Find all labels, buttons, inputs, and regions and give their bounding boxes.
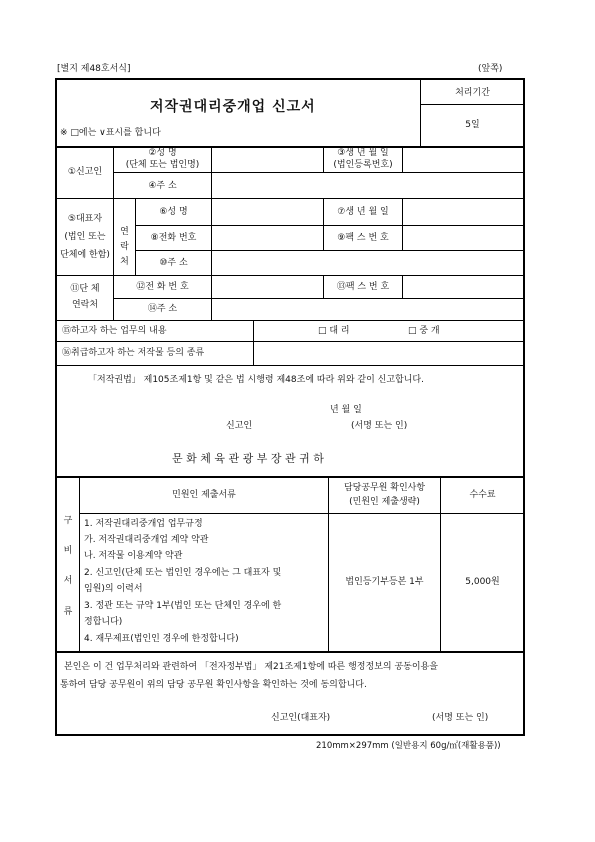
contact-char-2: 락 xyxy=(120,242,129,252)
consent-sign-label: (서명 또는 인) xyxy=(432,713,489,723)
declaration-date: 년 월 일 xyxy=(330,405,362,415)
documents-col3-header: 수수료 xyxy=(469,490,496,500)
consent-line-2: 통하여 담당 공무원이 위의 담당 공무원 확인사항을 확인하는 것에 동의합니다. xyxy=(60,680,367,690)
group-fax-label: ⑬팩 스 번 호 xyxy=(336,282,390,292)
business-label: ⑮하고자 하는 업무의 내용 xyxy=(62,326,167,336)
representative-label-1: ⑤대표자 xyxy=(67,214,103,224)
representative-birth-label: ⑦생 년 월 일 xyxy=(337,207,389,217)
contact-char-3: 처 xyxy=(120,257,129,267)
representative-label-2: (법인 또는 xyxy=(64,232,106,242)
representative-phone-label: ⑧전화 번호 xyxy=(150,233,197,243)
documents-col1-header: 민원인 제출서류 xyxy=(172,490,236,500)
form-number: [별지 제48호서식] xyxy=(57,64,131,74)
document-item-5: 임원)의 이력서 xyxy=(84,584,143,594)
document-item-3: 나. 저작물 이용계약 약관 xyxy=(84,551,183,561)
applicant-birth-label: ③생 년 월 일 xyxy=(337,148,389,158)
applicant-name-label: ②성 명 xyxy=(148,148,177,158)
business-option-brokerage[interactable]: □ 중 개 xyxy=(408,326,440,336)
document-item-7: 정합니다) xyxy=(84,617,123,627)
document-item-8: 4. 재무제표(법인인 경우에 한정합니다) xyxy=(84,634,239,644)
fee-value: 5,000원 xyxy=(465,577,500,587)
document-item-1: 1. 저작권대리중개업 업무규정 xyxy=(84,519,203,529)
applicant-address-label: ④주 소 xyxy=(148,181,177,191)
applicant-birth-sub: (법인등록번호) xyxy=(333,160,393,170)
contact-char-1: 연 xyxy=(120,227,129,237)
representative-name-label: ⑥성 명 xyxy=(159,207,188,217)
applicant-label: ①신고인 xyxy=(67,167,103,177)
documents-col2-header-1: 담당공무원 확인사항 xyxy=(343,483,426,493)
processing-period-value: 5일 xyxy=(465,120,480,130)
document-item-6: 3. 정관 또는 규약 1부(법인 또는 단체인 경우에 한 xyxy=(84,601,282,611)
documents-col2-header-2: (민원인 제출생략) xyxy=(349,497,420,507)
processing-period-label: 처리기간 xyxy=(455,88,490,98)
business-option-agency[interactable]: □ 대 리 xyxy=(318,326,350,336)
page-side: (앞쪽) xyxy=(478,64,503,74)
form-title: 저작권대리중개업 신고서 xyxy=(150,99,316,115)
applicant-name-sub: (단체 또는 법인명) xyxy=(125,160,200,170)
checkbox-note: ※ □에는 ∨표시를 합니다 xyxy=(60,128,161,138)
document-item-2: 가. 저작권대리중개업 계약 약관 xyxy=(84,535,209,545)
documents-side-char-3: 서 xyxy=(63,576,73,586)
representative-address-label: ⑩주 소 xyxy=(159,258,188,268)
group-phone-label: ⑫전 화 번 호 xyxy=(136,282,189,292)
document-item-4: 2. 신고인(단체 또는 법인인 경우에는 그 대표자 및 xyxy=(84,568,282,578)
official-check-item: 법인등기부등본 1부 xyxy=(345,577,424,587)
documents-side-char-4: 류 xyxy=(63,607,73,617)
representative-label-3: 단체에 한함) xyxy=(60,250,110,260)
representative-fax-label: ⑨팩 스 번 호 xyxy=(337,233,389,243)
paper-spec: 210mm×297mm (일반용지 60g/㎡(재활용품)) xyxy=(316,741,501,751)
consent-applicant-label: 신고인(대표자) xyxy=(271,713,331,723)
group-contact-label-2: 연락처 xyxy=(71,300,99,310)
works-label: ⑯취급하고자 하는 저작물 등의 종류 xyxy=(62,348,205,358)
declaration-text: 「저작권법」 제105조제1항 및 같은 법 시행령 제48조에 따라 위와 같이 신고합니다. xyxy=(88,375,424,385)
recipient: 문 화 체 육 관 광 부 장 관 귀 하 xyxy=(172,452,324,465)
group-address-label: ⑭주 소 xyxy=(147,304,178,314)
documents-side-char-2: 비 xyxy=(63,546,73,556)
declaration-sign-label: (서명 또는 인) xyxy=(351,421,408,431)
group-contact-label-1: ⑪단 체 xyxy=(70,284,100,294)
declaration-applicant-label: 신고인 xyxy=(226,421,253,431)
consent-line-1: 본인은 이 건 업무처리와 관련하여 「전자정부법」 제21조제1항에 따른 행정정보의 공동이용을 xyxy=(64,662,438,672)
documents-side-char-1: 구 xyxy=(63,516,73,526)
